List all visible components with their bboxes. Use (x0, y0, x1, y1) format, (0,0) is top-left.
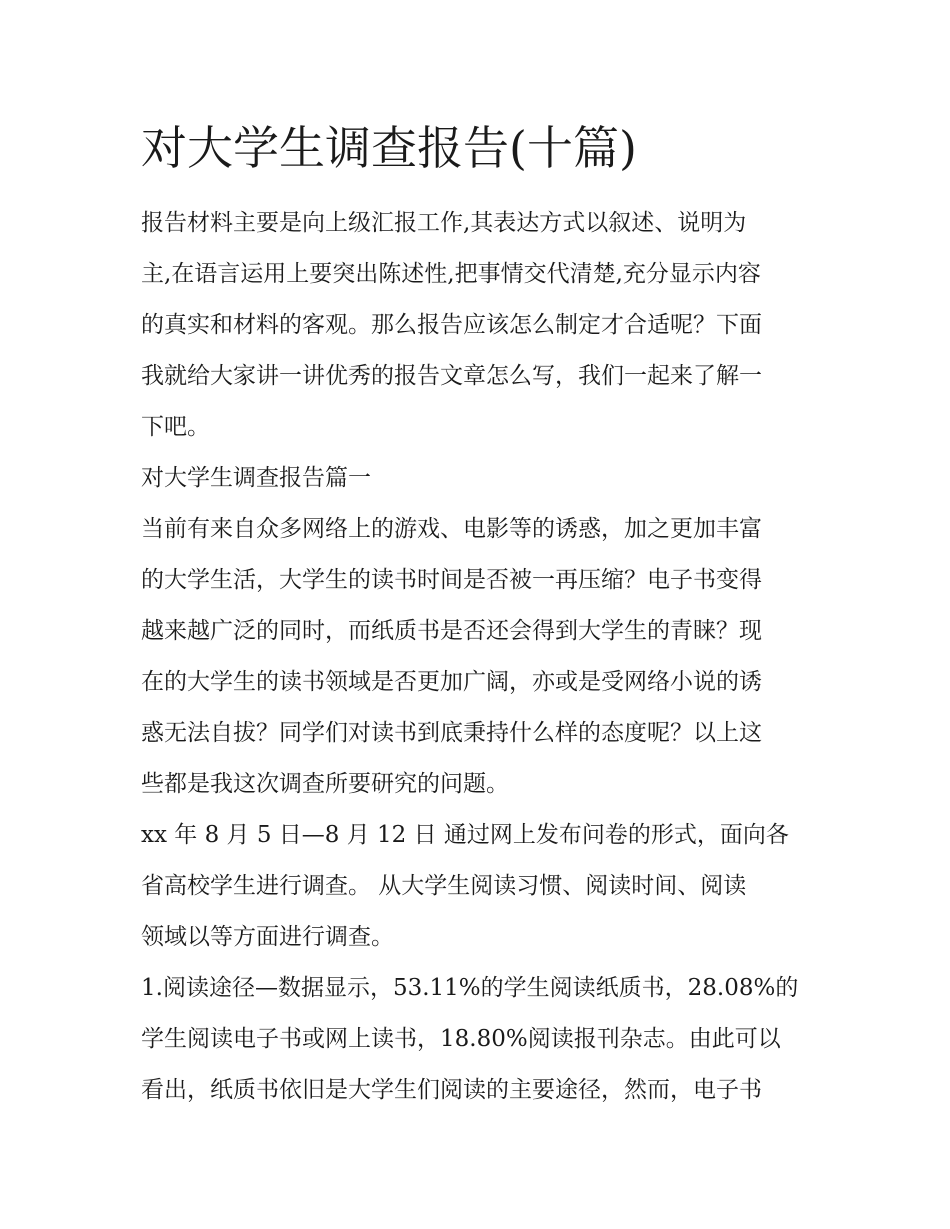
text-line: 些都是我这次调查所要研究的问题。 (141, 771, 509, 797)
text-line: 省高校学生进行调查。 从大学生阅读习惯、阅读时间、阅读 (141, 873, 747, 899)
text-line: 的大学生活，大学生的读书时间是否被一再压缩？电子书变得 (141, 567, 762, 593)
text-line: 的真实和材料的客观。那么报告应该怎么制定才合适呢？下面 (141, 312, 762, 338)
document-title: 对大学生调查报告(十篇) (141, 121, 637, 175)
text-line: 1.阅读途径—数据显示，53.11%的学生阅读纸质书，28.08%的 (141, 975, 799, 1001)
text-line: 惑无法自拔？同学们对读书到底秉持什么样的态度呢？以上这 (141, 720, 762, 746)
text-line: xx 年 8 月 5 日—8 月 12 日 通过网上发布问卷的形式，面向各 (141, 822, 789, 848)
text-line: 我就给大家讲一讲优秀的报告文章怎么写，我们一起来了解一 (141, 363, 762, 389)
text-line: 越来越广泛的同时，而纸质书是否还会得到大学生的青睐？现 (141, 618, 762, 644)
text-line: 看出，纸质书依旧是大学生们阅读的主要途径，然而，电子书 (141, 1077, 762, 1103)
text-line: 在的大学生的读书领域是否更加广阔，亦或是受网络小说的诱 (141, 669, 762, 695)
document-content (141, 112, 813, 1116)
section-heading: 对大学生调查报告篇一 (141, 465, 371, 491)
text-line: 主,在语言运用上要突出陈述性,把事情交代清楚,充分显示内容 (141, 261, 761, 287)
text-line: 当前有来自众多网络上的游戏、电影等的诱惑，加之更加丰富 (141, 516, 762, 542)
text-line: 报告材料主要是向上级汇报工作,其表达方式以叙述、说明为 (141, 210, 747, 236)
text-line: 下吧。 (141, 414, 210, 440)
text-line: 学生阅读电子书或网上读书，18.80%阅读报刊杂志。由此可以 (141, 1026, 781, 1052)
document-body (141, 198, 813, 1116)
text-line: 领域以等方面进行调查。 (141, 924, 394, 950)
